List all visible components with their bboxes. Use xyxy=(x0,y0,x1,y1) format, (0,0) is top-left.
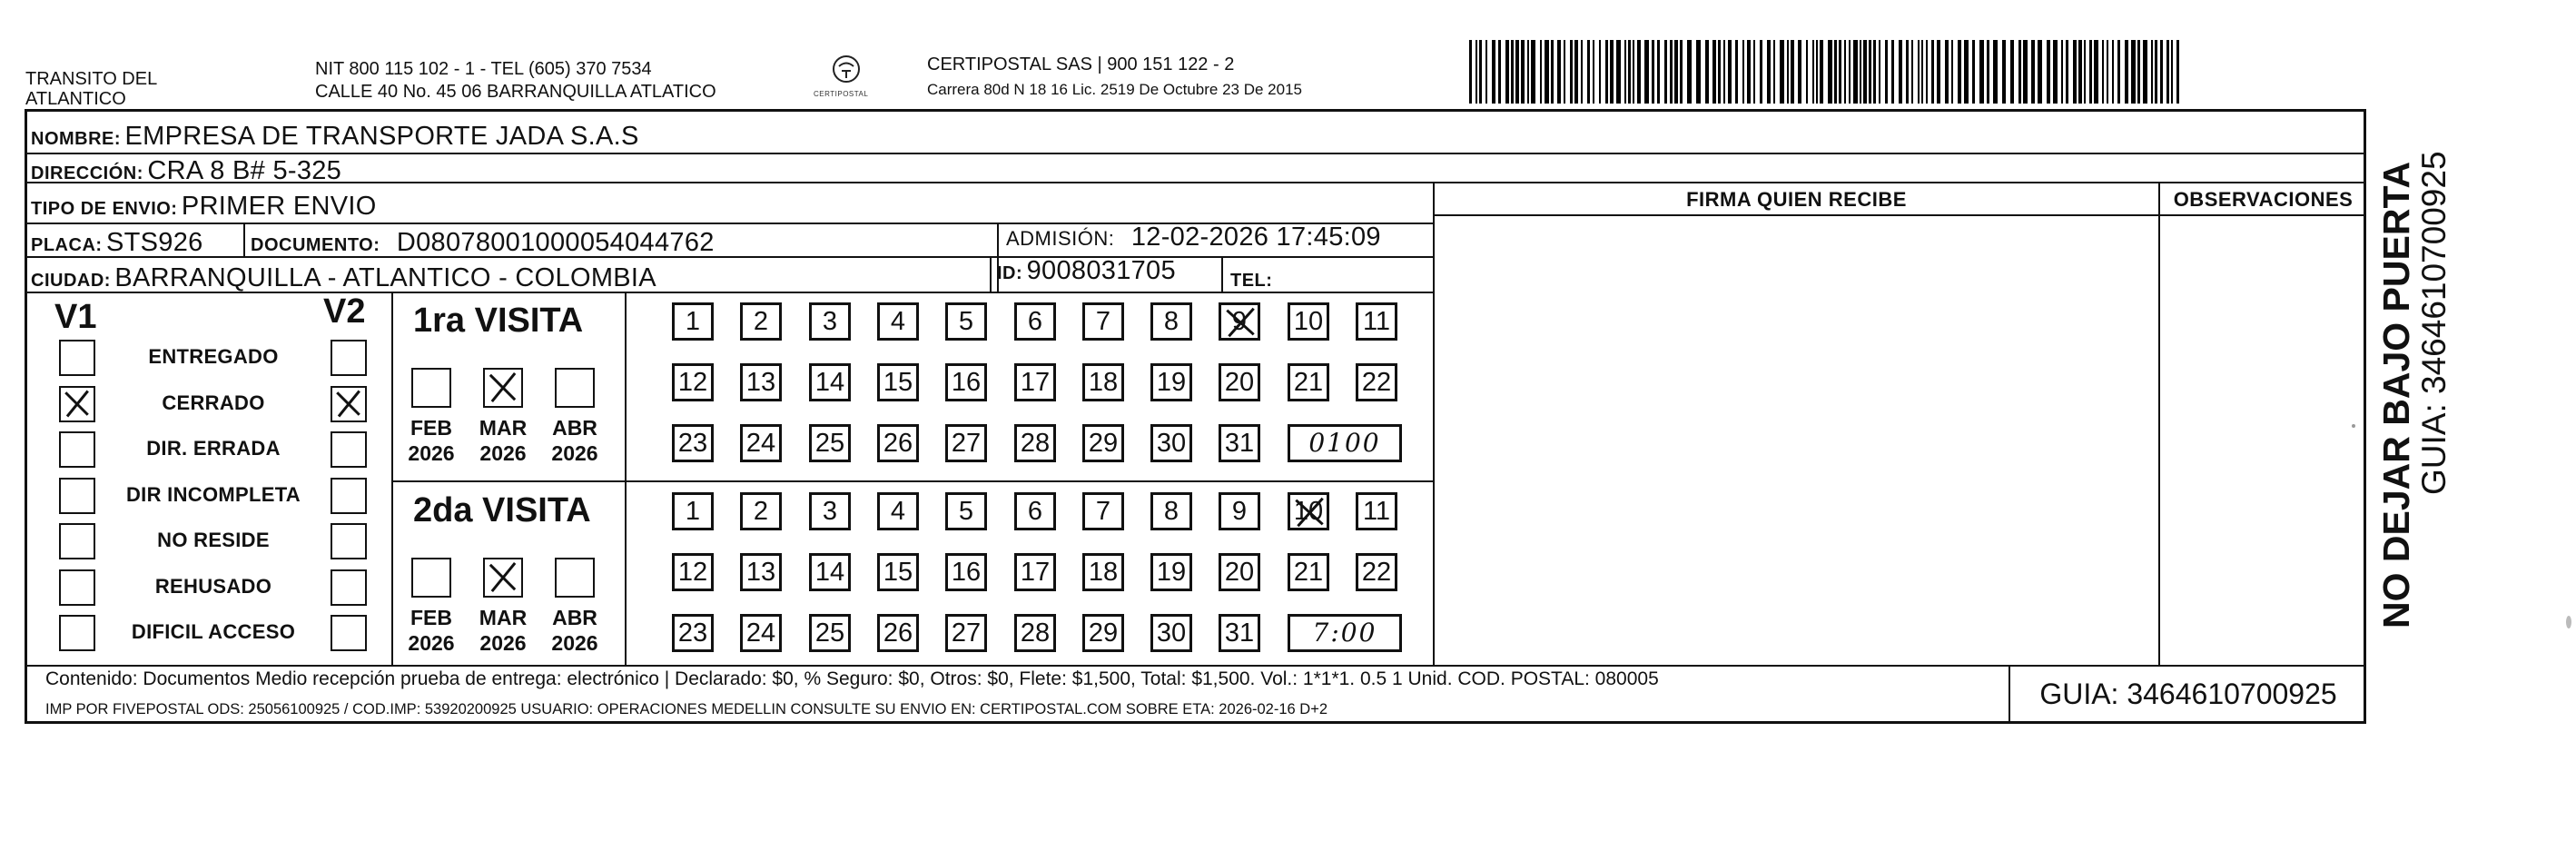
day-box-22[interactable]: 22 xyxy=(1356,363,1397,401)
day-box-8[interactable]: 8 xyxy=(1150,302,1192,341)
documento-label: DOCUMENTO: xyxy=(251,235,380,255)
v2-header: V2 xyxy=(323,292,366,331)
month-label xyxy=(401,415,461,466)
day-box-25[interactable]: 25 xyxy=(809,424,851,462)
barcode-bar xyxy=(2151,40,2153,104)
barcode-bar xyxy=(1605,40,1608,104)
barcode-bar xyxy=(1885,40,1888,104)
barcode-bar xyxy=(1728,40,1732,104)
logo-text: CERTIPOSTAL xyxy=(814,90,869,98)
barcode-bar xyxy=(1863,40,1867,104)
day-box-7[interactable]: 7 xyxy=(1082,302,1124,341)
scan-speck xyxy=(2566,616,2571,628)
barcode-bar xyxy=(1926,40,1928,104)
barcode-bar xyxy=(1485,40,1487,104)
check-mark-icon xyxy=(332,388,364,420)
barcode-bar xyxy=(1498,40,1501,104)
divider xyxy=(1433,182,1435,665)
barcode-bar xyxy=(1869,40,1871,104)
divider xyxy=(391,480,1433,482)
barcode-bar xyxy=(1664,40,1667,104)
month-label xyxy=(473,605,533,656)
day-box-2[interactable]: 2 xyxy=(740,492,782,530)
footer-print-info: IMP POR FIVEPOSTAL ODS: 25056100925 / COD.IMP: 53920200925 USUARIO: OPERACIONES MEDELLIN CONSULTE SU ENVIO EN: CERTIPOSTAL.COM SOBRE ETA: 2026-02-16 D+2 xyxy=(45,701,1328,717)
barcode-bar xyxy=(1718,40,1721,104)
barcode-bar xyxy=(1652,40,1654,104)
placa-label: PLACA: xyxy=(31,235,103,255)
visit-title-2: 2da VISITA xyxy=(413,491,591,529)
month-year: 2026 xyxy=(408,441,455,465)
day-box-14[interactable]: 14 xyxy=(809,363,851,401)
barcode-bar xyxy=(2084,40,2086,104)
company-name: CERTIPOSTAL SAS | 900 151 122 - 2 xyxy=(927,54,1235,74)
barcode-bar xyxy=(1581,40,1583,104)
v1-header: V1 xyxy=(54,298,97,336)
barcode-bar xyxy=(1945,40,1949,104)
status-label-1: ENTREGADO xyxy=(148,345,279,368)
barcode-bar xyxy=(1587,40,1590,104)
day-box-23[interactable]: 23 xyxy=(672,424,714,462)
day-box-29[interactable]: 29 xyxy=(1082,614,1124,652)
day-box-31[interactable]: 31 xyxy=(1219,614,1260,652)
day-box-11[interactable]: 11 xyxy=(1356,492,1397,530)
month-year: 2026 xyxy=(408,631,455,655)
day-box-19[interactable]: 19 xyxy=(1150,363,1192,401)
month-checkbox-feb[interactable] xyxy=(411,368,451,408)
divider xyxy=(25,256,1435,258)
barcode-bar xyxy=(1987,40,1989,104)
barcode-bar xyxy=(1979,40,1984,104)
day-box-30[interactable]: 30 xyxy=(1150,614,1192,652)
month-year: 2026 xyxy=(479,631,527,655)
day-box-12[interactable]: 12 xyxy=(672,553,714,591)
barcode-bar xyxy=(1820,40,1823,104)
barcode-bar xyxy=(1860,40,1861,104)
nombre-value: EMPRESA DE TRANSPORTE JADA S.A.S xyxy=(124,122,639,151)
barcode-bar xyxy=(2160,40,2163,104)
status-label-4: DIR INCOMPLETA xyxy=(125,482,301,506)
barcode-bar xyxy=(2171,40,2173,104)
barcode-bar xyxy=(1593,40,1594,104)
barcode-bar xyxy=(2010,40,2014,104)
barcode-bar xyxy=(1816,40,1818,104)
barcode-bar xyxy=(1574,40,1578,104)
barcode-bar xyxy=(1557,40,1561,104)
documento-value: D08078001000054044762 xyxy=(396,228,715,257)
barcode-bar xyxy=(1773,40,1775,104)
firma-header: FIRMA QUIEN RECIBE xyxy=(1686,188,1907,211)
barcode-bar xyxy=(1891,40,1894,104)
barcode-bar xyxy=(1527,40,1529,104)
barcode-bar xyxy=(1705,40,1709,104)
barcode-bar xyxy=(2125,40,2128,104)
barcode-bar xyxy=(1696,40,1701,104)
barcode-bar xyxy=(1628,40,1631,104)
month-label xyxy=(401,605,461,656)
day-box-20[interactable]: 20 xyxy=(1219,553,1260,591)
status-label-3: DIR. ERRADA xyxy=(146,437,281,460)
day-box-12[interactable]: 12 xyxy=(672,363,714,401)
tipo-envio-label: TIPO DE ENVIO: xyxy=(31,199,178,219)
day-box-5[interactable]: 5 xyxy=(945,492,987,530)
day-box-23[interactable]: 23 xyxy=(672,614,714,652)
day-box-21[interactable]: 21 xyxy=(1288,553,1329,591)
field-direccion xyxy=(31,156,341,186)
guia-number: GUIA: 3464610700925 xyxy=(2008,665,2366,724)
check-mark-icon xyxy=(485,370,520,405)
company-license: Carrera 80d N 18 16 Lic. 2519 De Octubre 23 De 2015 xyxy=(927,81,1302,98)
barcode-bar xyxy=(1680,40,1683,104)
day-box-13[interactable]: 13 xyxy=(740,363,782,401)
barcode-bar xyxy=(1918,40,1920,104)
barcode-bar xyxy=(2107,40,2108,104)
barcode-bar xyxy=(1747,40,1751,104)
nombre-label: NOMBRE: xyxy=(31,129,122,149)
barcode-bar xyxy=(1742,40,1744,104)
field-ciudad xyxy=(31,263,656,293)
divider xyxy=(2158,182,2160,665)
day-box-27[interactable]: 27 xyxy=(945,424,987,462)
day-box-17[interactable]: 17 xyxy=(1014,553,1056,591)
issuer-name-line1: TRANSITO DEL xyxy=(25,69,158,89)
day-box-17[interactable]: 17 xyxy=(1014,363,1056,401)
v2-checkbox-5[interactable] xyxy=(331,523,367,559)
barcode-bar xyxy=(1780,40,1784,104)
day-box-5[interactable]: 5 xyxy=(945,302,987,341)
divider xyxy=(391,292,393,665)
status-label-7: DIFICIL ACCESO xyxy=(131,620,296,643)
day-box-29[interactable]: 29 xyxy=(1082,424,1124,462)
barcode-bar xyxy=(1670,40,1673,104)
day-box-30[interactable]: 30 xyxy=(1150,424,1192,462)
barcode-bar xyxy=(1937,40,1940,104)
v2-checkbox-2[interactable] xyxy=(331,386,367,422)
day-box-22[interactable]: 22 xyxy=(1356,553,1397,591)
v2-checkbox-7[interactable] xyxy=(331,615,367,651)
day-box-15[interactable]: 15 xyxy=(877,363,919,401)
admision-value: 12-02-2026 17:45:09 xyxy=(1130,223,1381,252)
ciudad-label: CIUDAD: xyxy=(31,271,111,291)
barcode-bar xyxy=(1879,40,1880,104)
field-nombre xyxy=(31,122,639,152)
direccion-value: CRA 8 B# 5-325 xyxy=(147,156,342,185)
barcode-bar xyxy=(1616,40,1621,104)
barcode-bar xyxy=(1644,40,1649,104)
day-box-16[interactable]: 16 xyxy=(945,553,987,591)
month-name: FEB xyxy=(410,606,452,629)
certipostal-logo xyxy=(826,53,881,107)
day-box-11[interactable]: 11 xyxy=(1356,302,1397,341)
barcode-bar xyxy=(2078,40,2082,104)
day-box-10[interactable]: 10 xyxy=(1288,302,1329,341)
barcode-bar xyxy=(2053,40,2058,104)
barcode-bar xyxy=(1624,40,1626,104)
barcode-bar xyxy=(1911,40,1913,104)
month-name: FEB xyxy=(410,416,452,440)
issuer-name-line2: ATLANTICO xyxy=(25,89,126,109)
barcode-bar xyxy=(1505,40,1509,104)
barcode-bar xyxy=(2102,40,2104,104)
barcode-bar xyxy=(1972,40,1975,104)
day-box-4[interactable]: 4 xyxy=(877,492,919,530)
month-label xyxy=(473,415,533,466)
tracking-barcode xyxy=(1469,40,2183,104)
field-admision xyxy=(1006,223,1381,252)
barcode-bar xyxy=(2038,40,2042,104)
barcode-bar xyxy=(2143,40,2147,104)
barcode-bar xyxy=(1712,40,1716,104)
barcode-bar xyxy=(2031,40,2035,104)
barcode-bar xyxy=(2018,40,2021,104)
barcode-bar xyxy=(1545,40,1549,104)
barcode-bar xyxy=(1599,40,1601,104)
field-tel xyxy=(1230,263,1272,293)
day-box-13[interactable]: 13 xyxy=(740,553,782,591)
barcode-bar xyxy=(1564,40,1565,104)
barcode-bar xyxy=(1906,40,1909,104)
barcode-bar xyxy=(1492,40,1495,104)
issuer-nit: NIT 800 115 102 - 1 - TEL (605) 370 7534 xyxy=(315,59,652,79)
day-box-16[interactable]: 16 xyxy=(945,363,987,401)
barcode-bar xyxy=(2137,40,2140,104)
barcode-bar xyxy=(1476,40,1477,104)
day-box-7[interactable]: 7 xyxy=(1082,492,1124,530)
v2-checkbox-3[interactable] xyxy=(331,431,367,468)
barcode-bar xyxy=(1687,40,1692,104)
barcode-bar xyxy=(1760,40,1762,104)
visit-title-1: 1ra VISITA xyxy=(413,302,584,340)
barcode-bar xyxy=(1551,40,1554,104)
tel-label: TEL: xyxy=(1230,271,1273,291)
barcode-bar xyxy=(2023,40,2028,104)
v1-checkbox-6[interactable] xyxy=(59,569,95,606)
id-label: ID: xyxy=(997,263,1023,283)
scan-speck xyxy=(2352,424,2355,428)
month-name: MAR xyxy=(479,606,528,629)
barcode-bar xyxy=(1849,40,1851,104)
barcode-bar xyxy=(2066,40,2068,104)
divider xyxy=(243,223,245,256)
field-documento xyxy=(251,228,715,258)
day-box-25[interactable]: 25 xyxy=(809,614,851,652)
barcode-bar xyxy=(2131,40,2136,104)
divider xyxy=(1221,256,1223,292)
barcode-bar xyxy=(1791,40,1794,104)
day-box-18[interactable]: 18 xyxy=(1082,553,1124,591)
divider xyxy=(625,292,627,665)
day-box-26[interactable]: 26 xyxy=(877,424,919,462)
handwritten-hour: 7:00 xyxy=(1288,614,1402,652)
v1-checkbox-4[interactable] xyxy=(59,478,95,514)
barcode-bar xyxy=(1674,40,1678,104)
month-name: ABR xyxy=(552,606,597,629)
day-box-19[interactable]: 19 xyxy=(1150,553,1192,591)
v1-checkbox-3[interactable] xyxy=(59,431,95,468)
barcode-bar xyxy=(1657,40,1660,104)
day-box-20[interactable]: 20 xyxy=(1219,363,1260,401)
day-box-18[interactable]: 18 xyxy=(1082,363,1124,401)
day-box-3[interactable]: 3 xyxy=(809,302,851,341)
field-placa xyxy=(31,228,203,258)
check-mark-icon xyxy=(485,559,520,595)
day-box-14[interactable]: 14 xyxy=(809,553,851,591)
issuer-address: CALLE 40 No. 45 06 BARRANQUILLA ATLATICO xyxy=(315,82,716,102)
barcode-bar xyxy=(1798,40,1801,104)
day-box-8[interactable]: 8 xyxy=(1150,492,1192,530)
side-warning: NO DEJAR BAJO PUERTA xyxy=(2375,161,2417,628)
v2-checkbox-1[interactable] xyxy=(331,340,367,376)
day-box-9[interactable]: 9 xyxy=(1219,302,1260,341)
barcode-bar xyxy=(2061,40,2063,104)
divider xyxy=(25,153,2366,154)
status-label-6: REHUSADO xyxy=(154,574,272,598)
barcode-bar xyxy=(1834,40,1837,104)
month-label xyxy=(545,605,605,656)
day-box-15[interactable]: 15 xyxy=(877,553,919,591)
month-name: ABR xyxy=(552,416,597,440)
day-box-24[interactable]: 24 xyxy=(740,424,782,462)
month-year: 2026 xyxy=(479,441,527,465)
barcode-bar xyxy=(1958,40,1961,104)
v1-checkbox-7[interactable] xyxy=(59,615,95,651)
field-id xyxy=(990,256,1176,292)
barcode-bar xyxy=(2089,40,2092,104)
check-mark-icon xyxy=(1290,495,1328,529)
barcode-bar xyxy=(2047,40,2050,104)
barcode-bar xyxy=(2166,40,2169,104)
firma-area[interactable] xyxy=(1436,216,2158,663)
barcode-bar xyxy=(2155,40,2157,104)
day-box-2[interactable]: 2 xyxy=(740,302,782,341)
barcode-bar xyxy=(1511,40,1514,104)
barcode-bar xyxy=(2094,40,2098,104)
barcode-bar xyxy=(1993,40,1998,104)
day-box-26[interactable]: 26 xyxy=(877,614,919,652)
barcode-bar xyxy=(1479,40,1482,104)
barcode-bar xyxy=(1828,40,1832,104)
barcode-bar xyxy=(2117,40,2120,104)
month-year: 2026 xyxy=(551,441,598,465)
day-box-6[interactable]: 6 xyxy=(1014,492,1056,530)
day-box-31[interactable]: 31 xyxy=(1219,424,1260,462)
day-box-1[interactable]: 1 xyxy=(672,492,714,530)
ciudad-value: BARRANQUILLA - ATLANTICO - COLOMBIA xyxy=(114,263,656,292)
day-box-4[interactable]: 4 xyxy=(877,302,919,341)
month-label xyxy=(545,415,605,466)
check-mark-icon xyxy=(61,388,93,420)
day-box-10[interactable]: 10 xyxy=(1288,492,1329,530)
barcode-bar xyxy=(1787,40,1789,104)
barcode-bar xyxy=(1921,40,1923,104)
barcode-bar xyxy=(1610,40,1614,104)
barcode-bar xyxy=(1521,40,1525,104)
day-box-1[interactable]: 1 xyxy=(672,302,714,341)
barcode-bar xyxy=(1873,40,1876,104)
direccion-label: DIRECCIÓN: xyxy=(31,163,143,183)
day-box-9[interactable]: 9 xyxy=(1219,492,1260,530)
v1-checkbox-2[interactable] xyxy=(59,386,95,422)
id-value: 9008031705 xyxy=(1026,256,1176,285)
observaciones-header: OBSERVACIONES xyxy=(2173,188,2354,211)
month-year: 2026 xyxy=(551,631,598,655)
barcode-bar xyxy=(2073,40,2077,104)
month-checkbox-abr[interactable] xyxy=(555,558,595,598)
day-box-28[interactable]: 28 xyxy=(1014,424,1056,462)
field-tipo-envio xyxy=(31,192,377,222)
barcode-bar xyxy=(1531,40,1535,104)
day-box-21[interactable]: 21 xyxy=(1288,363,1329,401)
barcode-bar xyxy=(2112,40,2114,104)
observaciones-area[interactable] xyxy=(2162,216,2364,663)
v1-checkbox-5[interactable] xyxy=(59,523,95,559)
check-mark-icon xyxy=(1221,305,1259,340)
day-box-24[interactable]: 24 xyxy=(740,614,782,652)
v2-checkbox-6[interactable] xyxy=(331,569,367,606)
barcode-bar xyxy=(1839,40,1841,104)
barcode-bar xyxy=(1723,40,1725,104)
barcode-bar xyxy=(1853,40,1858,104)
barcode-bar xyxy=(1735,40,1738,104)
side-guia: GUIA: 3464610700925 xyxy=(2415,151,2453,495)
barcode-bar xyxy=(1767,40,1771,104)
day-box-27[interactable]: 27 xyxy=(945,614,987,652)
tipo-envio-value: PRIMER ENVIO xyxy=(181,192,377,221)
barcode-bar xyxy=(2002,40,2006,104)
day-box-6[interactable]: 6 xyxy=(1014,302,1056,341)
status-label-5: NO RESIDE xyxy=(157,529,270,551)
month-checkbox-mar[interactable] xyxy=(483,368,523,408)
divider xyxy=(25,182,2366,183)
barcode-bar xyxy=(1812,40,1814,104)
barcode-bar xyxy=(1964,40,1969,104)
barcode-bar xyxy=(1844,40,1846,104)
handwritten-hour: 0100 xyxy=(1288,424,1402,462)
month-checkbox-mar[interactable] xyxy=(483,558,523,598)
day-box-3[interactable]: 3 xyxy=(809,492,851,530)
barcode-bar xyxy=(1951,40,1953,104)
barcode-bar xyxy=(1753,40,1755,104)
barcode-bar xyxy=(1637,40,1641,104)
barcode-bar xyxy=(1899,40,1902,104)
barcode-bar xyxy=(2176,40,2179,104)
barcode-bar xyxy=(1540,40,1542,104)
barcode-bar xyxy=(1806,40,1808,104)
barcode-bar xyxy=(1931,40,1934,104)
placa-value: STS926 xyxy=(106,228,203,257)
day-box-28[interactable]: 28 xyxy=(1014,614,1056,652)
v2-checkbox-4[interactable] xyxy=(331,478,367,514)
barcode-bar xyxy=(1633,40,1634,104)
barcode-bar xyxy=(1570,40,1573,104)
month-checkbox-abr[interactable] xyxy=(555,368,595,408)
v1-checkbox-1[interactable] xyxy=(59,340,95,376)
barcode-bar xyxy=(1515,40,1519,104)
footer-content: Contenido: Documentos Medio recepción prueba de entrega: electrónico | Declarado: $0, % Seguro: $0, Otros: $0, Flete: $1,500, Total: $1,500. Vol.: 1*1*1. 0.5 1 Unid. COD. POSTAL: 080005 xyxy=(45,668,1659,689)
barcode-bar xyxy=(1469,40,1472,104)
month-name: MAR xyxy=(479,416,528,440)
month-checkbox-feb[interactable] xyxy=(411,558,451,598)
status-label-2: CERRADO xyxy=(162,391,265,414)
admision-label: ADMISIÓN: xyxy=(1006,227,1115,250)
